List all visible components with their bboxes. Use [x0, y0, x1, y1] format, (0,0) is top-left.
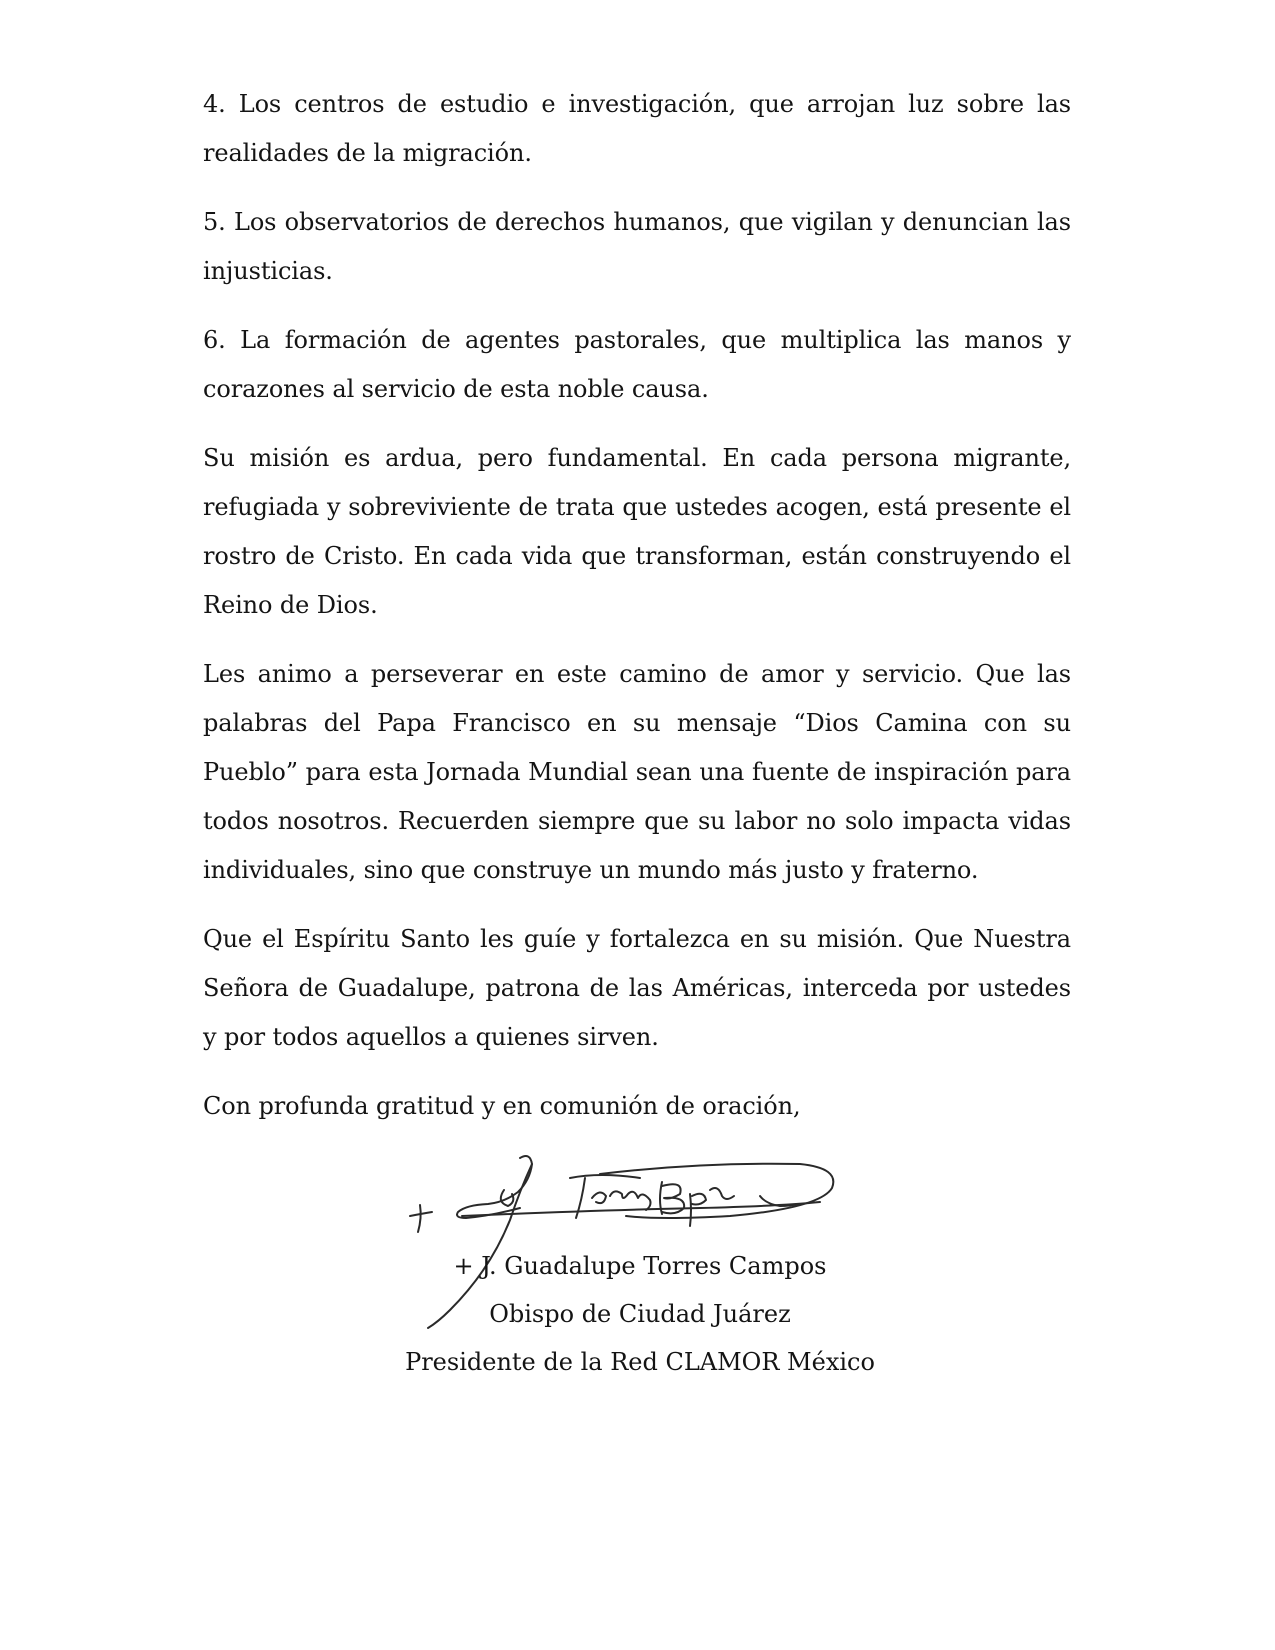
paragraph-encouragement: Les animo a perseverar en este camino de amor y servicio. Que las palabras del Papa Francisco en su mensaje “Dios Camina con su Pueblo” para esta Jornada Mundial sean una fuente de inspiración para todos nosotros. Recuerden siempre que su labor no solo impacta vidas individuales, sino que construye un mundo más justo y fraterno.	[203, 660, 1071, 884]
signature-block	[400, 1150, 880, 1400]
paragraph-item-4: 4. Los centros de estudio e investigación, que arrojan luz sobre las realidades de la migración.	[203, 90, 1071, 167]
signatory-role: Presidente de la Red CLAMOR México	[405, 1348, 875, 1376]
paragraph-mission: Su misión es ardua, pero fundamental. En cada persona migrante, refugiada y sobreviviente de trata que ustedes acogen, está presente el rostro de Cristo. En cada vida que transforman, están construyendo el Reino de Dios.	[203, 444, 1071, 619]
paragraph-blessing: Que el Espíritu Santo les guíe y fortalezca en su misión. Que Nuestra Señora de Guadalupe, patrona de las Américas, interceda por ustedes y por todos aquellos a quienes sirven.	[203, 925, 1071, 1051]
letter-body	[203, 80, 1071, 1151]
closing-line: Con profunda gratitud y en comunión de oración,	[203, 1092, 801, 1120]
signature-text	[400, 1242, 880, 1386]
paragraph-item-5: 5. Los observatorios de derechos humanos, que vigilan y denuncian las injusticias.	[203, 208, 1071, 285]
paragraph-item-6: 6. La formación de agentes pastorales, que multiplica las manos y corazones al servicio de esta noble causa.	[203, 326, 1071, 403]
signatory-title: Obispo de Ciudad Juárez	[489, 1300, 791, 1328]
signatory-name: + J. Guadalupe Torres Campos	[453, 1252, 827, 1280]
